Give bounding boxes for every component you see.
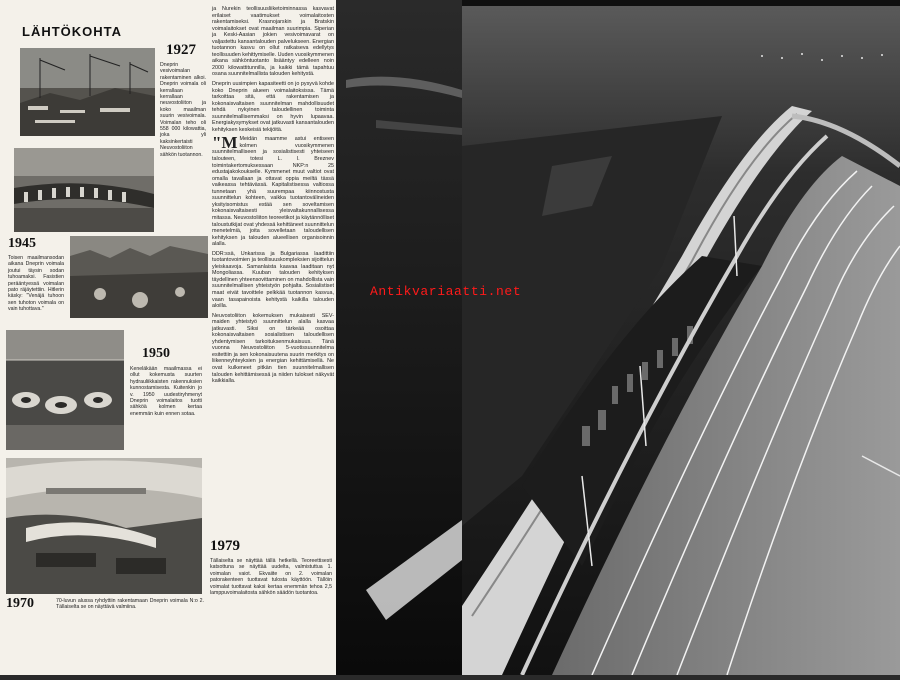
year-1950-label: 1950: [142, 346, 170, 361]
article-paragraph-4: DDR:ssä, Unkarissa ja Bulgariassa laadittiin tuotantovoimien ja teollisuuskompleksien sijoittelun yleiskaavoja. Samanlaista kaavaa laaditaan nyt Mongoliassa. Kuuban talouden kehityksen täydellinen yhteensovittaminen on mahdollista vain suunnitelmallisen yhteistyön pohjalta. Sosialistiset maat eivät tavoittele pelkkää tuotannon kasvua, vaan tasapainoista kehitystä kaikilla talouden aloilla.: [212, 250, 334, 310]
caption-1945: Toisen maailmansodan aikana Dneprin voimala joutui täysin sodan tuhoamaksi. Fasistien perääntyessä voimalan pato räjäytettiin. Hitlerin käsky: "Venäjä tuhoon sen tuhoton voimala on vain tuhottava.": [8, 255, 64, 313]
drop-quote-mark: "M: [212, 133, 238, 153]
night-dam-road-photo: [462, 6, 900, 675]
year-1945-label: 1945: [8, 236, 36, 251]
section-heading: LÄHTÖKOHTA: [22, 24, 123, 39]
photo-dam-old: [14, 148, 154, 232]
article-paragraph-5: Neuvostoliiton kokemuksen mukaisesti SEV-maiden yhteistyö suunnittelun alalla kasvaa jatkuvasti. Siksi on tärkeää osoittaa kokonaisvaltaisen sosialistisen taloudellisen yhdentymisen tarkoituksenmukaisuus. Tänä vuonna Neuvostoliiton 5-vuotissuunnitelma esitettiin ja sen kokonaisuutena suurin merkitys on liikenneyhteyksien ja energian kehittämisellä. Ne ovat kulkeneet pitkän tien suunnitelmallisen talouden kehittämisessä ja niiden tulokset näkyvät kaikkialla.: [212, 312, 334, 385]
ruins-photo-illustration: [70, 236, 208, 318]
watermark-text: Antikvariaatti.net: [370, 284, 522, 299]
photo-1970-model: [6, 458, 202, 594]
caption-1927: Dneprin vesivoimalan rakentaminen alkoi. Dneprin voimala oli kerrallaan kerrallaan neuvostoliiton ja koko maailman suurin vesivoimala. Voimalan teho oli 558 000 kilowattia, joka yli kaksinkertaisti Neuvostoliiton sähkön tuotannon.: [160, 62, 206, 158]
article-paragraph-2: Dneprin uusimpien kapasiteetti on jo pysyvä kohde koko Dneprin alueen voimalaitoksissa. Tämä tarkoittaa sitä, että rakentamisen ja kokonaisvaltaisen suunnitelman mahdollisuudet tehdä nykyinen taloudellinen toiminta suunnitelmallisemmaksi on hyvin lupaavaa. Energiakysymykset ovat jatkuvasti kansantalouden kehityksen keskeisiä tekijöitä.: [212, 81, 334, 133]
dam-model-illustration: [6, 458, 202, 594]
photo-1945-destroyed-dam: [70, 236, 208, 318]
dam-photo-illustration: [14, 148, 154, 232]
article-paragraph-3: [212, 133, 334, 248]
construction-photo-illustration: [20, 48, 155, 136]
photo-1927-construction: [20, 48, 155, 136]
caption-1979: Tällaiselta se näyttää tällä hetkellä. Teoreettisesti katsottuna se näyttää uudelta, valmistuttua 1. voimalan vaiot. Ekvaiite on 2. voimalan patorakenteen tuottavat tulosta käyttöön. Tällöin voimalat tuottavat kaksi kertaa enemmän tehoa 2,5 lamppuvoimalaitosta sähkön säädön tuotantoa.: [210, 558, 332, 597]
article-paragraph-1: ja Nurekin teollisuusliiketoiminnassa kasvavat erilaiset vaatimukset voimalaitosten rakentamiseksi. Krasnojarskin ja Bratskin voimalaitokset ovat maailman suurimpia. Siperian ja Keski-Aasian jokien vesivoimavarat on valjastettu kansantalouden palvelukseen. Energian tuotannon kasvu on ollut ratkaiseva edellytys teollisuuden kehittymiselle. Uuden vuosikymmenen aikana sähköntuotanto lisääntyy edelleen noin 2000 kilowattitunnilla, ja kaikki tämä tapahtuu osana suunnitelmallista talouden kehitystä.: [212, 6, 334, 78]
book-gutter: [336, 0, 462, 675]
turbine-hall-illustration: [6, 330, 124, 450]
left-magazine-page: [0, 0, 340, 675]
year-1927-label: 1927: [166, 42, 196, 58]
right-page-night-photo: [462, 6, 900, 675]
caption-1970: 70-luvun alussa ryhdyttiin rakentamaan Dneprin voimala N:o 2. Tällaiselta se on näyttävä valmiina.: [56, 598, 204, 611]
caption-1950: Keneläkään maailmassa ei ollut kokemusta suurten hydrauliikkaisten rakennuksien kunnostamisesta. Kuitenkin jo v. 1950 uudestiryhmenyt Dneprin voimalaitos tuotti sähköä kolmen kertaa enemmän kuin ennen sotaa.: [130, 366, 202, 417]
photo-1950-turbine-hall: [6, 330, 124, 450]
year-1979-label: 1979: [210, 538, 240, 554]
article-paragraph-3-text: Meidän maamme astui entiseen kolmen vuosikymmenen suunnitelmalliseen ja sosialistisesti yhteiseen talouteen, totesi L. I. Breznev toimintakertomuksessaan NKP:n 25 edustajakokoukselle. Kymmenet muut valtiot ovat omalla tavallaan ja ottavat oppia meiltä tässä vaikeassa tehtävässä. Kapitalistisessa valtiossa tunnetaan yhä suurempaa kiinnostusta suunnittelun kohteen, vaikka tuotantovälineiden yksityisomistus estää sen soveltamisen kokonaisvaltaisesti yleisvaltakunnallisessa mitassa. Neuvostoliiton teoreetikot ja käytännölliset taloustutkijat ovat yhdessä kehittäneet suunnittelun menetelmiä, joita sovelletaan taloudellisen kehityksen ja talouden alueellisen organisoinnin alalla.: [212, 136, 334, 248]
gutter-photo-illustration: [336, 0, 462, 675]
year-1970-label: 1970: [6, 596, 34, 611]
article-column: [212, 6, 334, 388]
